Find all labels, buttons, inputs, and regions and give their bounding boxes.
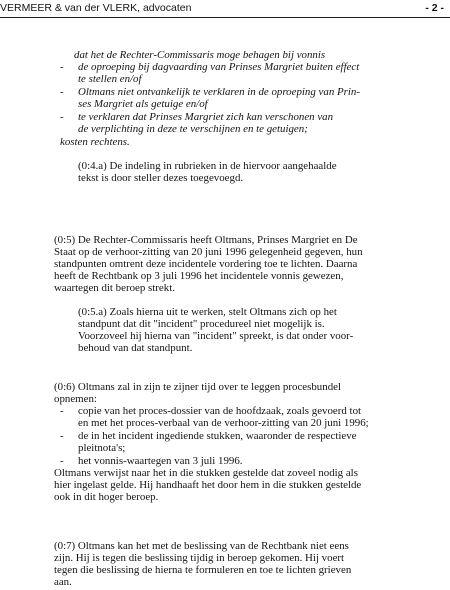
paragraph-0-6-after-line-1: Oltmans verwijst naar het in die stukken gestelde dat zoveel nodig als: [54, 467, 358, 479]
paragraph-0-5-line-1: (0:5) De Rechter-Commissaris heeft Oltmans, Prinses Margriet en De: [54, 234, 358, 246]
petition-item-1-line-1: de oproeping bij dagvaarding van Prinses Margriet buiten effect: [78, 61, 360, 73]
paragraph-0-7-line-1: (0:7) Oltmans kan het met de beslissing van de Rechtbank niet eens: [54, 540, 349, 552]
bundle-item-2-line-1: de in het incident ingediende stukken, waaronder de respectieve: [78, 430, 357, 442]
paragraph-0-7-line-3: tegen die beslissing de hierna te formuleren en toe te lichten grieven: [54, 564, 352, 576]
petition-closing: kosten rechtens.: [60, 136, 130, 148]
bundle-item-1-line-1: copie van het proces-dossier van de hoofdzaak, zoals gevoerd tot: [78, 405, 362, 417]
paragraph-0-5-line-5: waartegen dit beroep strekt.: [54, 282, 175, 294]
petition-item-1-line-2: te stellen en/of: [78, 73, 142, 85]
petition-item-2-line-2: ses Margriet als getuige en/of: [78, 98, 208, 110]
list-dash: -: [60, 111, 64, 123]
note-0-5a-line-3: Voorzoveel hij hierna van "incident" spreekt, is dat onder voor-: [78, 330, 354, 342]
paragraph-0-5-line-3: standpunten omtrent deze incidentele vordering toe te lichten. Daarna: [54, 258, 358, 270]
note-0-5a-line-1: (0:5.a) Zoals hierna uit te werken, stelt Oltmans zich op het: [78, 306, 337, 318]
paragraph-0-7-line-4: aan.: [54, 576, 72, 588]
paragraph-0-6-intro-line-2: opnemen:: [54, 393, 97, 405]
list-dash: -: [60, 455, 64, 467]
list-dash: -: [60, 430, 64, 442]
paragraph-0-5-line-2: Staat op de verhoor-zitting van 20 juni 1996 gelegenheid gegeven, hun: [54, 246, 363, 258]
petition-item-3-line-2: de verplichting in deze te verschijnen en te getuigen;: [78, 123, 308, 135]
paragraph-0-7-line-2: zijn. Hij is tegen die beslissing tijdig in beroep gekomen. Hij voert: [54, 552, 345, 564]
header-rule: [0, 17, 450, 18]
bundle-item-3: het vonnis-waartegen van 3 juli 1996.: [78, 455, 243, 467]
paragraph-0-6-after-line-2: hier ingelast gelde. Hij handhaaft het door hem in die stukken gestelde: [54, 479, 362, 491]
petition-item-2-line-1: Oltmans niet ontvankelijk te verklaren in de oproeping van Prin-: [78, 86, 360, 98]
letterhead: [0, 2, 450, 16]
note-0-5a-line-4: behoud van dat standpunt.: [78, 342, 193, 354]
paragraph-0-5-line-4: heeft de Rechtbank op 3 juli 1996 het incidentele vonnis gewezen,: [54, 270, 344, 282]
note-0-5a-line-2: standpunt dat dit "incident" procedureel niet mogelijk is.: [78, 318, 325, 330]
note-0-4a-line-1: (0:4.a) De indeling in rubrieken in de hiervoor aangehaalde: [78, 160, 337, 172]
bundle-item-1-line-2: en met het proces-verbaal van de verhoor-zitting van 20 juni 1996;: [78, 417, 369, 429]
page-number: - 2 -: [425, 2, 444, 14]
list-dash: -: [60, 86, 64, 98]
list-dash: -: [60, 405, 64, 417]
bundle-item-2-line-2: pleitnota's;: [78, 442, 126, 454]
paragraph-0-6-intro-line-1: (0:6) Oltmans zal in zijn te zijner tijd over te leggen procesbundel: [54, 381, 341, 393]
note-0-4a-line-2: tekst is door steller dezes toegevoegd.: [78, 172, 244, 184]
paragraph-0-6-after-line-3: ook in dit hoger beroep.: [54, 491, 159, 503]
petition-intro: dat het de Rechter-Commissaris moge behagen bij vonnis: [74, 49, 326, 61]
firm-name: VERMEER & van der VLERK, advocaten: [0, 2, 192, 14]
petition-item-3-line-1: te verklaren dat Prinses Margriet zich kan verschonen van: [78, 111, 334, 123]
list-dash: -: [60, 61, 64, 73]
